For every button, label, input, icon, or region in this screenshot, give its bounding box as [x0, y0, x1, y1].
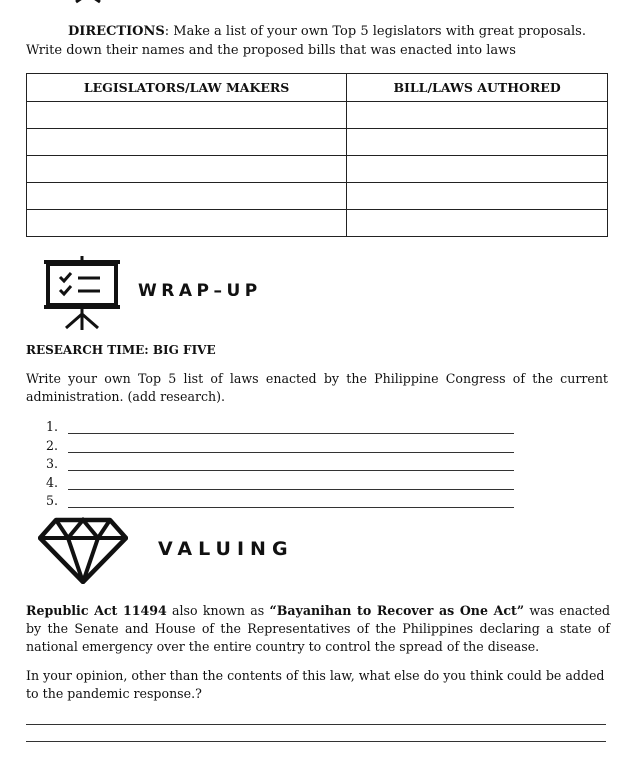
list-item — [46, 471, 514, 489]
list-number: 5. — [46, 492, 59, 508]
directions-line2: Write down their names and the proposed bills that was enacted into laws — [26, 43, 516, 58]
wrapup-title: WRAP–UP — [138, 281, 262, 301]
list-number: 2. — [46, 437, 59, 453]
table-cell[interactable] — [27, 210, 347, 237]
list-item — [46, 416, 514, 434]
research-instructions: Write your own Top 5 list of laws enacted by the Philippine Congress of the current administration. (add research). — [26, 371, 608, 404]
list-number: 4. — [46, 474, 59, 490]
legislators-table — [26, 73, 608, 237]
valuing-title: VALUING — [158, 538, 294, 560]
directions-label: DIRECTIONS — [68, 24, 165, 39]
table-cell[interactable] — [347, 102, 608, 129]
table-cell[interactable] — [347, 129, 608, 156]
presentation-board-checklist-icon — [42, 256, 122, 332]
table-header-legislators: LEGISLATORS/LAW MAKERS — [27, 74, 347, 102]
answer-line[interactable] — [68, 459, 514, 471]
table-header-bills: BILL/LAWS AUTHORED — [347, 74, 608, 102]
directions-body: : Make a list of your own Top 5 legislators with great proposals. — [164, 24, 586, 39]
list-item — [46, 434, 514, 452]
ra-act-name: “Bayanihan to Recover as One Act” — [269, 603, 525, 618]
table-row — [27, 183, 608, 210]
opinion-question: In your opinion, other than the contents of this law, what else do you think could be added to the pandemic response.? — [26, 668, 605, 701]
table-cell[interactable] — [347, 183, 608, 210]
cropped-top-icon — [68, 0, 108, 6]
ra-number: Republic Act 11494 — [26, 603, 167, 618]
table-cell[interactable] — [27, 183, 347, 210]
republic-act-paragraph — [26, 602, 610, 656]
top5-list — [46, 416, 514, 508]
research-heading: RESEARCH TIME: BIG FIVE — [26, 343, 216, 357]
table-cell[interactable] — [27, 102, 347, 129]
answer-line[interactable] — [68, 478, 514, 490]
directions-text — [26, 22, 612, 60]
table-row — [27, 129, 608, 156]
ra-description: was enacted by the Senate and House of the Representatives of the Philippines declaring a state of national emergency over the entire country to control the spread of the disease. — [26, 603, 611, 654]
answer-line[interactable] — [68, 496, 514, 508]
table-cell[interactable] — [347, 210, 608, 237]
diamond-icon — [38, 516, 128, 584]
table-row — [27, 156, 608, 183]
table-cell[interactable] — [27, 156, 347, 183]
answer-line[interactable] — [26, 741, 606, 742]
answer-line[interactable] — [68, 422, 514, 434]
table-row — [27, 210, 608, 237]
table-cell[interactable] — [27, 129, 347, 156]
answer-line[interactable] — [68, 441, 514, 453]
ra-text: also known as — [166, 603, 270, 618]
table-cell[interactable] — [347, 156, 608, 183]
table-row — [27, 102, 608, 129]
answer-line[interactable] — [26, 724, 606, 725]
list-number: 3. — [46, 456, 59, 472]
list-number: 1. — [46, 419, 59, 435]
list-item — [46, 453, 514, 471]
list-item — [46, 490, 514, 508]
